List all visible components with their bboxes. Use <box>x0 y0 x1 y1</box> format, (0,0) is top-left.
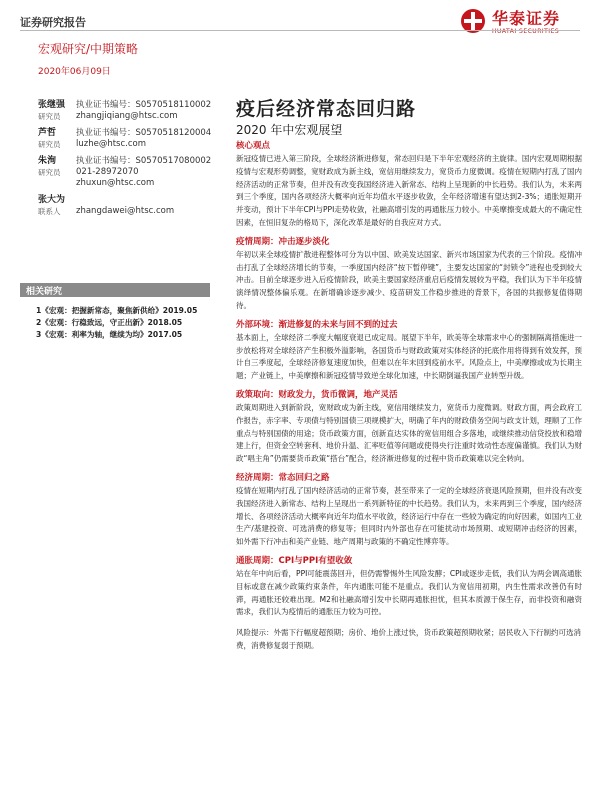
analyst-card <box>38 100 248 122</box>
brand-name-en: HUATAI SECURITIES <box>492 28 560 35</box>
analyst-name: 张大为 <box>38 195 66 205</box>
analyst-list <box>38 100 248 223</box>
report-subtitle: 2020 年中宏观展望 <box>236 123 343 137</box>
analyst-cert: 执业证书编号：S0570518110002 <box>76 100 212 110</box>
section-body: 基本面上，全球经济二季度大幅度衰退已成定局。展望下半年，欧美等全球需求中心的强制隔离措施进一步放松将对全球经济产生积极外溢影响，各国货币与财政政策对实体经济的托底作用将得到有效发挥，预计自三季度起，全球经济修复速度加快，但难以在年末回到疫前水平。风险点上，中美摩擦或成为长期主题；产业链上，中美摩擦和新冠疫情导致逆全球化加速，中长期倒逼我国产业转型升级。 <box>236 332 582 381</box>
analyst-role: 研究员 <box>38 168 61 177</box>
report-body <box>236 140 582 653</box>
brand-name-cn: 华泰证券 <box>492 9 561 28</box>
analyst-phone: 021-28972070 <box>76 167 139 177</box>
report-title: 疫后经济常态回归路 <box>236 98 417 120</box>
analyst-name: 朱洵 <box>38 156 57 166</box>
brand-logo <box>460 6 580 42</box>
section-heading: 核心观点 <box>236 141 271 151</box>
section-body: 年初以来全球疫情扩散进程整体可分为以中国、欧美发达国家、新兴市场国家为代表的三个阶段。疫情冲击打乱了全球经济增长的节奏，一季度国内经济“按下暂停键”，主要发达国家的“封锁令”进程也受到较大冲击。目前全球逐步进入后疫情阶段，欧美主要国家经济重启后疫情发展较为平稳，我们认为下半年疫情演绎情况整体偏乐观。在新增确诊逐步减少、疫苗研发工作稳步推进的背景下，各国的共振修复值得期待。 <box>236 249 582 310</box>
analyst-email[interactable]: zhangdawei@htsc.com <box>76 206 175 216</box>
risk-warning: 风险提示：外需下行幅度超预期；房价、地价上涨过快，货币政策超预期收紧；居民收入下行制约可选消费，消费修复弱于预期。 <box>236 628 581 650</box>
report-category: 宏观研究/中期策略 <box>38 42 139 56</box>
section-body: 政策周期进入到新阶段，宽财政成为新主线，宽信用继续发力，宽货币力度微调。财政方面，两会政府工作报告，赤字率、专项债与特别国债三项规模扩大，明确了年内的财政债务空间与政支计划，理顺了工作重点与特别国债的用途；货币政策方面，创新直达实体的宽信用组合多落地，或继续推动信贷投放和稳增建上行，但资金空转套利、地价升温、汇率贬值等问题或使得央行注重时效动性态度偏谨慎。我们认为财政“唱主角”仍需要货币政策“搭台”配合，经济渐进修复的过程中货币政策难以完全转向。 <box>236 402 582 464</box>
report-date: 2020年06月09日 <box>38 67 111 77</box>
related-research-item[interactable]: 3《宏观：利率为轴，继续为均》2017.05 <box>36 330 183 339</box>
related-research-label: 相关研究 <box>26 287 63 297</box>
related-research-item[interactable]: 1《宏观：把握新常态，聚焦新供给》2019.05 <box>36 306 198 315</box>
section-body: 疫情在短期内打乱了国内经济活动的正常节奏，甚至带来了一定的全球经济衰退风险预期，但并没有改变我国经济进入新常态、结构上呈现出一系列新特征的中长趋势。我们认为，未来两到三个季度，国内经济增长、各项经济活动大概率向近年均值水平收敛，经济运行中存在一些较为确定的向好因素，如国内工业生产/基建投资、可选消费的修复等；但同时内外部也存在可能扰动市场预期、或短期冲击经济的因素，如外需下行冲击和美产业链、地产周期与政策的不确定性博弈等。 <box>236 485 582 547</box>
analyst-email[interactable]: zhangjiqiang@htsc.com <box>76 111 178 121</box>
analyst-name: 张继强 <box>38 100 66 110</box>
report-type-label: 证券研究报告 <box>20 16 86 29</box>
analyst-role: 研究员 <box>38 140 61 149</box>
analyst-name: 芦哲 <box>38 128 57 138</box>
analyst-email[interactable]: zhuxun@htsc.com <box>76 178 155 188</box>
analyst-cert: 执业证书编号：S0570518120004 <box>76 128 212 138</box>
section-heading: 政策取向：财政发力，货币微调，地产灵活 <box>236 389 398 400</box>
analyst-email[interactable]: luzhe@htsc.com <box>76 139 147 149</box>
section-heading: 疫情周期：冲击逐步淡化 <box>236 236 330 247</box>
analyst-card <box>38 156 248 189</box>
section-body: 站在年中向后看，PPI可能震荡回升，但仍需警惕外生风险发酵；CPI或逐步走低，我们认为两会调高通胀目标或意在减少政策约束条件，年内通胀可能不是重点。我们认为宽信用初期，内生性需求改善仍有时滞，再通胀还较难出现。M2和社融高增引发中长期再通胀担忧，但其本质源于保生存，而非投资和融资需求，我们认为疫情后的通胀压力较为可控。 <box>236 568 582 617</box>
analyst-role: 联系人 <box>38 207 61 216</box>
analyst-role: 研究员 <box>38 112 61 121</box>
section-heading: 外部环境：渐进修复的未来与回不到的过去 <box>236 319 398 330</box>
analyst-card <box>38 195 248 217</box>
analyst-card <box>38 128 248 150</box>
related-research-header <box>20 283 210 297</box>
section-heading: 通胀周期：CPI与PPI有望收敛 <box>236 555 353 566</box>
related-research-list <box>36 305 226 341</box>
related-research-item[interactable]: 2《宏观：行稳致远，守正出新》2018.05 <box>36 318 183 327</box>
section-body: 新冠疫情已进入第三阶段，全球经济渐进修复，常态回归是下半年宏观经济的主旋律。国内宏观周期根据疫情与宏观形势调整，宽财政成为新主线，宽信用继续发力，宽货币力度微调。疫情在短期内打乱了国内经济活动的正常节奏，但并没有改变我国经济进入新常态、结构上呈现新的中长趋势。我们认为，未来两到三个季度，国内各项经济大概率向近年均值水平逐步收敛，全年经济增速有望达到2-3%；通胀短期开并变动，预计下半年CPI与PPI走势收敛，社融高增引发的再通胀压力较小。中美摩擦变成最大的不确定性因素，在恒旧复杂的格局下，深化改革是最好的自我应对方式。 <box>236 154 582 227</box>
header-divider <box>20 30 580 31</box>
section-heading: 经济周期：常态回归之路 <box>236 472 330 483</box>
analyst-cert: 执业证书编号：S0570517080002 <box>76 156 212 166</box>
